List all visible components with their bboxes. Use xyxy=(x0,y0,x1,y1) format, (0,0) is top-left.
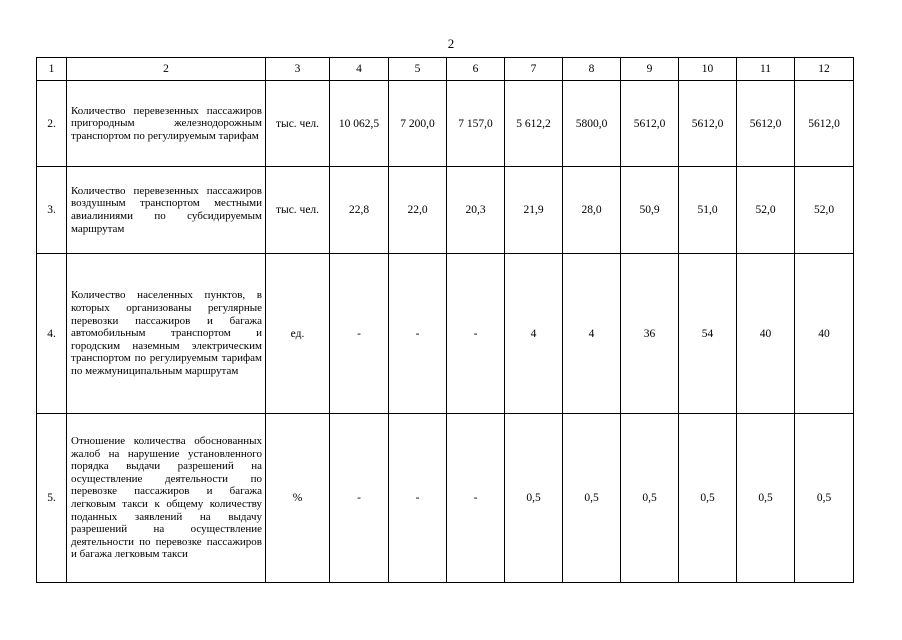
value-cell: 7 157,0 xyxy=(447,81,505,167)
value-cell: 50,9 xyxy=(621,167,679,254)
indicator-description: Количество населенных пунктов, в которых организованы регулярные перевозки пассажиров и багажа автомобильным транспортом и городским наземным электрическим транспортом по регулируемым тарифам по межмуниципальным маршрутам xyxy=(67,254,266,414)
value-cell: 0,5 xyxy=(505,414,563,583)
value-cell: 0,5 xyxy=(795,414,854,583)
table-row xyxy=(37,414,854,583)
table-row xyxy=(37,81,854,167)
value-cell: 51,0 xyxy=(679,167,737,254)
value-cell: - xyxy=(447,254,505,414)
value-cell: 0,5 xyxy=(563,414,621,583)
header-cell: 4 xyxy=(330,58,389,81)
indicators-table xyxy=(36,57,854,583)
table-row xyxy=(37,254,854,414)
unit-cell: % xyxy=(266,414,330,583)
value-cell: 0,5 xyxy=(737,414,795,583)
value-cell: 22,8 xyxy=(330,167,389,254)
value-cell: 5612,0 xyxy=(621,81,679,167)
value-cell: 5612,0 xyxy=(679,81,737,167)
value-cell: - xyxy=(330,254,389,414)
indicator-description: Количество перевезенных пассажиров пригородным железнодорожным транспортом по регулируемым тарифам xyxy=(67,81,266,167)
value-cell: 5 612,2 xyxy=(505,81,563,167)
header-cell: 2 xyxy=(67,58,266,81)
value-cell: 4 xyxy=(563,254,621,414)
value-cell: 40 xyxy=(795,254,854,414)
value-cell: 22,0 xyxy=(389,167,447,254)
value-cell: - xyxy=(389,414,447,583)
value-cell: - xyxy=(447,414,505,583)
row-number: 5. xyxy=(37,414,67,583)
page-number: 2 xyxy=(447,36,455,51)
value-cell: 10 062,5 xyxy=(330,81,389,167)
value-cell: 52,0 xyxy=(795,167,854,254)
header-cell: 6 xyxy=(447,58,505,81)
value-cell: 0,5 xyxy=(679,414,737,583)
header-cell: 8 xyxy=(563,58,621,81)
indicator-description: Отношение количества обоснованных жалоб на нарушение установленного порядка выдачи разрешений на осуществление деятельности по перевозке пассажиров и багажа легковым такси к общему количеству поданных заявлений на выдачу разрешений на осуществление деятельности по перевозке пассажиров и багажа легковым такси xyxy=(67,414,266,583)
header-cell: 7 xyxy=(505,58,563,81)
unit-cell: тыс. чел. xyxy=(266,81,330,167)
header-cell: 10 xyxy=(679,58,737,81)
row-number: 3. xyxy=(37,167,67,254)
value-cell: - xyxy=(330,414,389,583)
header-cell: 9 xyxy=(621,58,679,81)
header-cell: 5 xyxy=(389,58,447,81)
header-row xyxy=(37,58,854,81)
value-cell: 0,5 xyxy=(621,414,679,583)
header-cell: 1 xyxy=(37,58,67,81)
header-cell: 11 xyxy=(737,58,795,81)
value-cell: 5612,0 xyxy=(795,81,854,167)
indicator-description: Количество перевезенных пассажиров воздушным транспортом местными авиалиниями по субсидируемым маршрутам xyxy=(67,167,266,254)
table-row xyxy=(37,167,854,254)
value-cell: 20,3 xyxy=(447,167,505,254)
unit-cell: ед. xyxy=(266,254,330,414)
value-cell: 21,9 xyxy=(505,167,563,254)
header-cell: 3 xyxy=(266,58,330,81)
value-cell: 5612,0 xyxy=(737,81,795,167)
row-number: 2. xyxy=(37,81,67,167)
value-cell: - xyxy=(389,254,447,414)
unit-cell: тыс. чел. xyxy=(266,167,330,254)
value-cell: 7 200,0 xyxy=(389,81,447,167)
value-cell: 40 xyxy=(737,254,795,414)
value-cell: 54 xyxy=(679,254,737,414)
value-cell: 36 xyxy=(621,254,679,414)
value-cell: 52,0 xyxy=(737,167,795,254)
value-cell: 28,0 xyxy=(563,167,621,254)
header-cell: 12 xyxy=(795,58,854,81)
value-cell: 5800,0 xyxy=(563,81,621,167)
value-cell: 4 xyxy=(505,254,563,414)
row-number: 4. xyxy=(37,254,67,414)
